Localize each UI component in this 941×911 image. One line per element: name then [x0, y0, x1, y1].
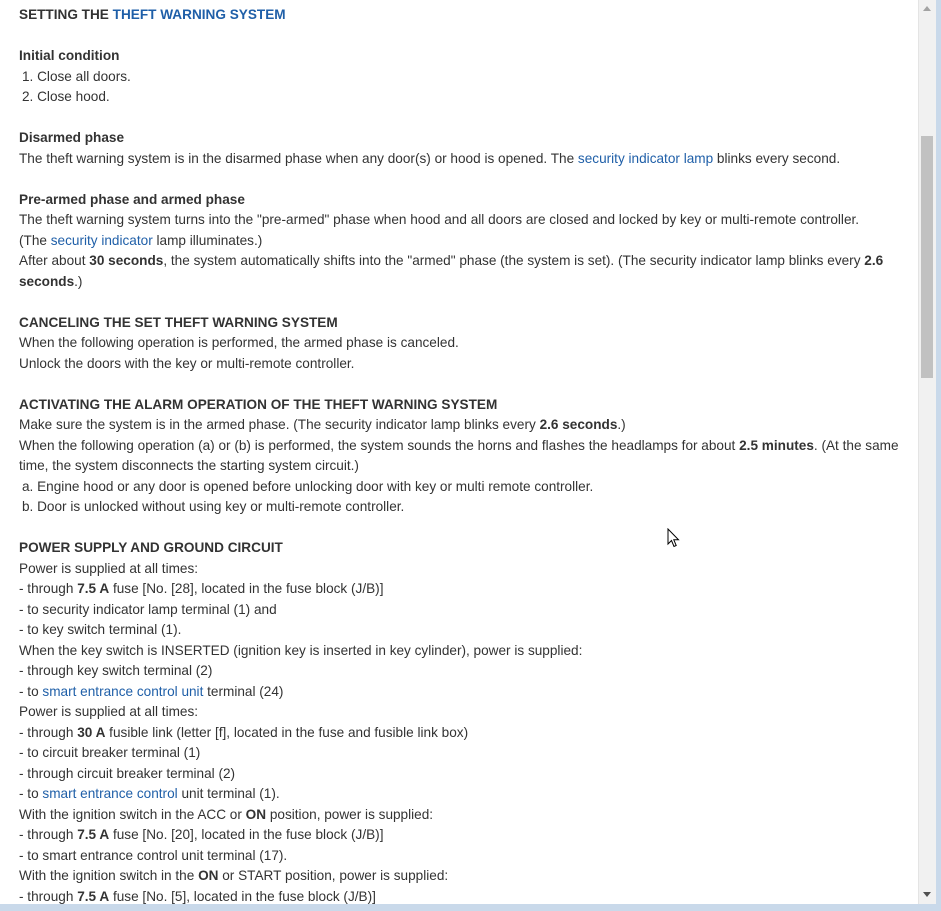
bold-value: 7.5 A	[77, 581, 110, 596]
document-content	[19, 5, 904, 904]
alarm-text-2	[19, 436, 904, 477]
title-prefix: SETTING THE	[19, 7, 113, 22]
text: fuse [No. [20], located in the fuse block (J/B)]	[109, 827, 384, 842]
text: .)	[74, 273, 83, 289]
text: The theft warning system is in the disarmed phase when any door(s) or hood is opened. The	[19, 150, 578, 166]
text	[19, 866, 904, 887]
text: Make sure the system is in the armed phase. (The security indicator lamp blinks every	[19, 417, 540, 432]
text: . (At the same time, the system disconnects the starting system circuit.)	[19, 437, 899, 473]
mouse-cursor-icon	[667, 528, 680, 548]
text: .)	[617, 417, 626, 432]
scroll-up-arrow-icon[interactable]	[923, 6, 931, 11]
prearmed-text-3	[19, 251, 904, 292]
security-indicator-link[interactable]: security indicator	[50, 232, 153, 248]
canceling-text-1: When the following operation is performed, the armed phase is canceled.	[19, 335, 459, 350]
window-frame-right	[936, 0, 941, 911]
canceling-heading: CANCELING THE SET THEFT WARNING SYSTEM	[19, 314, 338, 330]
list-item	[19, 825, 904, 846]
disarmed-phase-heading: Disarmed phase	[19, 130, 125, 145]
alarm-heading: ACTIVATING THE ALARM OPERATION OF THE THEFT WARNING SYSTEM	[19, 396, 498, 412]
text: , the system automatically shifts into the "armed" phase (the system is set). (The security indicator lamp blinks every	[163, 253, 865, 268]
bold-value: 7.5 A	[77, 888, 110, 904]
list-item: - to smart entrance control unit terminal (17).	[19, 847, 288, 863]
list-item	[19, 784, 904, 805]
bold-value: ON	[245, 806, 267, 822]
text: When the following operation (a) or (b) is performed, the system sounds the horns and flashes the headlamps for about	[19, 437, 740, 453]
scrollbar-thumb[interactable]	[921, 136, 933, 378]
list-item: - to key switch terminal (1).	[19, 622, 182, 637]
smart-entrance-control-link[interactable]: smart entrance control	[42, 786, 178, 801]
text: - through	[19, 827, 78, 842]
list-item	[19, 579, 904, 600]
text: With the ignition switch in the	[19, 868, 199, 883]
text: unit terminal (1).	[177, 786, 280, 801]
text: After about	[19, 253, 90, 268]
text	[19, 805, 904, 826]
list-item: 2. Close hood.	[22, 89, 110, 104]
text: - to	[19, 683, 43, 699]
bold-value: 30 seconds	[89, 253, 164, 268]
text: position, power is supplied:	[266, 806, 434, 822]
bold-value: ON	[198, 868, 219, 883]
text: terminal (24)	[203, 683, 284, 699]
bold-value: 30 A	[77, 724, 106, 740]
list-item: - to circuit breaker terminal (1)	[19, 745, 201, 760]
smart-entrance-control-unit-link[interactable]: smart entrance control unit	[42, 683, 204, 699]
prearmed-phase-heading: Pre-armed phase and armed phase	[19, 191, 245, 207]
scroll-down-arrow-icon[interactable]	[923, 892, 931, 897]
text: - to	[19, 786, 43, 801]
bold-value: 2.6 seconds	[539, 417, 618, 432]
alarm-text-1	[19, 415, 904, 436]
text: Power is supplied at all times:	[19, 560, 199, 576]
text: fusible link (letter [f], located in the fuse and fusible link box)	[105, 724, 469, 740]
canceling-text-2: Unlock the doors with the key or multi-remote controller.	[19, 355, 355, 371]
list-item: - through key switch terminal (2)	[19, 663, 213, 678]
list-item: - through circuit breaker terminal (2)	[19, 765, 236, 781]
list-item	[19, 682, 904, 703]
text: or START position, power is supplied:	[218, 868, 449, 883]
bold-value: 7.5 A	[77, 827, 110, 842]
text: fuse [No. [28], located in the fuse block (J/B)]	[109, 581, 384, 596]
text: blinks every second.	[713, 150, 841, 166]
text: - through	[19, 581, 78, 596]
bold-value: 2.5 minutes	[739, 437, 814, 453]
page-title	[19, 5, 904, 26]
vertical-scrollbar[interactable]	[918, 0, 936, 904]
list-item: 1. Close all doors.	[22, 68, 131, 84]
initial-condition-heading: Initial condition	[19, 48, 120, 63]
list-item: b. Door is unlocked without using key or multi-remote controller.	[22, 499, 405, 514]
text: When the key switch is INSERTED (ignition key is inserted in key cylinder), power is supplied:	[19, 642, 583, 658]
list-item: a. Engine hood or any door is opened before unlocking door with key or multi remote controller.	[22, 478, 594, 494]
bold-value: 2.6 seconds	[19, 253, 884, 289]
window-frame-bottom	[0, 904, 941, 911]
text: (The	[19, 232, 51, 248]
power-supply-heading: POWER SUPPLY AND GROUND CIRCUIT	[19, 540, 283, 555]
text: With the ignition switch in the ACC or	[19, 806, 246, 822]
list-item	[19, 723, 904, 744]
list-item: - to security indicator lamp terminal (1) and	[19, 601, 277, 617]
text: lamp illuminates.)	[152, 232, 263, 248]
list-item	[19, 887, 904, 905]
security-indicator-lamp-link[interactable]: security indicator lamp	[577, 150, 714, 166]
title-link[interactable]: THEFT WARNING SYSTEM	[112, 7, 286, 22]
text: - through	[19, 888, 78, 904]
text: fuse [No. [5], located in the fuse block (J/B)]	[109, 888, 376, 904]
prearmed-text-1: The theft warning system turns into the "pre-armed" phase when hood and all doors are closed and locked by key or multi-remote controller.	[19, 212, 860, 227]
text: Power is supplied at all times:	[19, 704, 199, 719]
text: - through	[19, 724, 78, 740]
disarmed-text	[19, 149, 904, 170]
prearmed-text-2	[19, 231, 904, 252]
